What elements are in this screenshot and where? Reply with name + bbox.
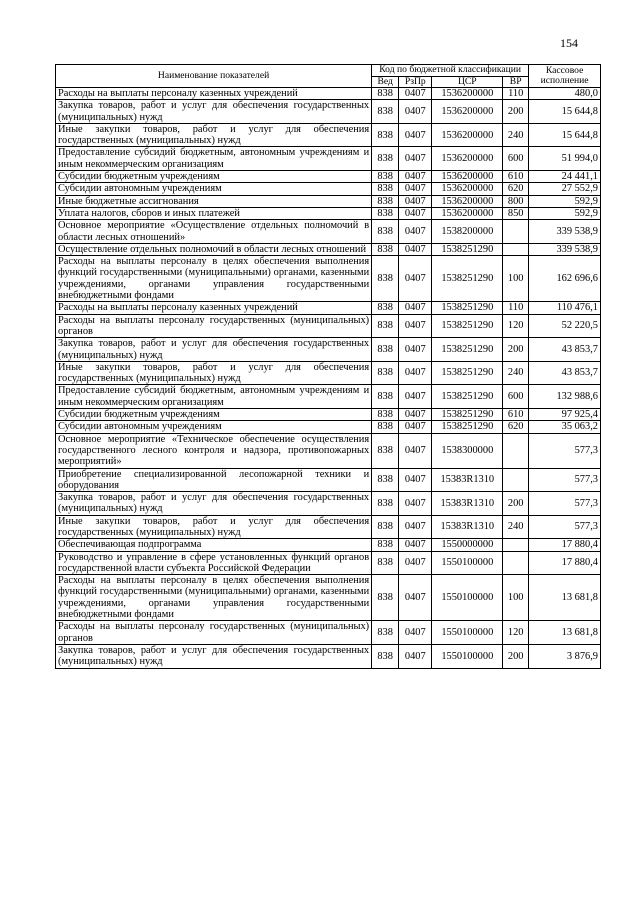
row-csr: 1536200000 bbox=[432, 195, 503, 207]
row-vr: 610 bbox=[503, 171, 529, 183]
row-name: Расходы на выплаты персоналу казенных учреждений bbox=[56, 88, 372, 100]
row-vr: 620 bbox=[503, 421, 529, 433]
row-sum: 52 220,5 bbox=[529, 314, 601, 338]
row-sum: 13 681,8 bbox=[529, 621, 601, 645]
row-sum: 15 644,8 bbox=[529, 100, 601, 124]
row-csr: 1550100000 bbox=[432, 551, 503, 575]
table-row bbox=[56, 171, 601, 183]
row-ved: 838 bbox=[372, 385, 399, 409]
row-vr: 110 bbox=[503, 88, 529, 100]
row-ved: 838 bbox=[372, 421, 399, 433]
row-sum: 24 441,1 bbox=[529, 171, 601, 183]
table-header-row bbox=[56, 65, 601, 77]
row-sum: 43 853,7 bbox=[529, 361, 601, 385]
row-name: Приобретение специализированной лесопожарной техники и оборудования bbox=[56, 468, 372, 492]
row-rzpr: 0407 bbox=[399, 183, 432, 195]
row-ved: 838 bbox=[372, 183, 399, 195]
row-ved: 838 bbox=[372, 468, 399, 492]
row-name: Субсидии бюджетным учреждениям bbox=[56, 171, 372, 183]
row-csr: 1536200000 bbox=[432, 183, 503, 195]
row-csr: 15383R1310 bbox=[432, 468, 503, 492]
row-csr: 1538200000 bbox=[432, 220, 503, 244]
row-vr: 120 bbox=[503, 621, 529, 645]
row-rzpr: 0407 bbox=[399, 421, 432, 433]
header-code-group: Код по бюджетной классификации bbox=[372, 65, 529, 77]
row-ved: 838 bbox=[372, 515, 399, 539]
row-csr: 1538251290 bbox=[432, 302, 503, 314]
row-ved: 838 bbox=[372, 433, 399, 468]
row-ved: 838 bbox=[372, 171, 399, 183]
row-sum: 162 696,6 bbox=[529, 256, 601, 302]
row-vr bbox=[503, 433, 529, 468]
row-sum: 577,3 bbox=[529, 433, 601, 468]
row-vr: 620 bbox=[503, 183, 529, 195]
row-ved: 838 bbox=[372, 551, 399, 575]
row-rzpr: 0407 bbox=[399, 621, 432, 645]
row-rzpr: 0407 bbox=[399, 361, 432, 385]
row-rzpr: 0407 bbox=[399, 433, 432, 468]
table-row bbox=[56, 88, 601, 100]
row-name: Закупка товаров, работ и услуг для обеспечения государственных (муниципальных) нужд bbox=[56, 338, 372, 362]
table-row bbox=[56, 183, 601, 195]
row-sum: 3 876,9 bbox=[529, 644, 601, 668]
row-vr bbox=[503, 551, 529, 575]
table-row bbox=[56, 421, 601, 433]
row-sum: 339 538,9 bbox=[529, 220, 601, 244]
row-name: Уплата налогов, сборов и иных платежей bbox=[56, 207, 372, 219]
page-number: 154 bbox=[560, 36, 578, 50]
row-csr: 1536200000 bbox=[432, 100, 503, 124]
table-row bbox=[56, 551, 601, 575]
header-rzpr: РзПр bbox=[399, 76, 432, 88]
header-name: Наименование показателей bbox=[56, 65, 372, 88]
row-vr: 200 bbox=[503, 338, 529, 362]
row-vr bbox=[503, 539, 529, 551]
row-sum: 592,9 bbox=[529, 207, 601, 219]
row-vr: 240 bbox=[503, 361, 529, 385]
table-row bbox=[56, 207, 601, 219]
row-vr: 800 bbox=[503, 195, 529, 207]
row-name: Иные закупки товаров, работ и услуг для обеспечения государственных (муниципальных) нужд bbox=[56, 123, 372, 147]
row-csr: 1538251290 bbox=[432, 361, 503, 385]
row-rzpr: 0407 bbox=[399, 220, 432, 244]
row-csr: 1538251290 bbox=[432, 256, 503, 302]
row-name: Предоставление субсидий бюджетным, автономным учреждениям и иным некоммерческим организациям bbox=[56, 147, 372, 171]
row-ved: 838 bbox=[372, 207, 399, 219]
row-name: Иные закупки товаров, работ и услуг для обеспечения государственных (муниципальных) нужд bbox=[56, 515, 372, 539]
table-row bbox=[56, 644, 601, 668]
row-csr: 1536200000 bbox=[432, 123, 503, 147]
row-csr: 1538251290 bbox=[432, 385, 503, 409]
row-sum: 17 880,4 bbox=[529, 551, 601, 575]
row-rzpr: 0407 bbox=[399, 492, 432, 516]
row-vr: 110 bbox=[503, 302, 529, 314]
table-row bbox=[56, 338, 601, 362]
row-sum: 13 681,8 bbox=[529, 575, 601, 621]
row-name: Расходы на выплаты персоналу казенных учреждений bbox=[56, 302, 372, 314]
row-rzpr: 0407 bbox=[399, 243, 432, 255]
row-rzpr: 0407 bbox=[399, 256, 432, 302]
row-name: Закупка товаров, работ и услуг для обеспечения государственных (муниципальных) нужд bbox=[56, 100, 372, 124]
row-sum: 17 880,4 bbox=[529, 539, 601, 551]
table-row bbox=[56, 515, 601, 539]
row-ved: 838 bbox=[372, 361, 399, 385]
row-rzpr: 0407 bbox=[399, 302, 432, 314]
table-row bbox=[56, 256, 601, 302]
row-csr: 1550100000 bbox=[432, 621, 503, 645]
table-row bbox=[56, 539, 601, 551]
row-sum: 97 925,4 bbox=[529, 409, 601, 421]
row-ved: 838 bbox=[372, 338, 399, 362]
row-rzpr: 0407 bbox=[399, 314, 432, 338]
row-vr: 100 bbox=[503, 575, 529, 621]
row-csr: 15383R1310 bbox=[432, 492, 503, 516]
row-ved: 838 bbox=[372, 147, 399, 171]
row-rzpr: 0407 bbox=[399, 195, 432, 207]
row-name: Расходы на выплаты персоналу государственных (муниципальных) органов bbox=[56, 314, 372, 338]
table-body bbox=[56, 88, 601, 669]
table-row bbox=[56, 468, 601, 492]
table-row bbox=[56, 100, 601, 124]
row-name: Закупка товаров, работ и услуг для обеспечения государственных (муниципальных) нужд bbox=[56, 644, 372, 668]
row-rzpr: 0407 bbox=[399, 409, 432, 421]
row-vr: 240 bbox=[503, 515, 529, 539]
row-rzpr: 0407 bbox=[399, 207, 432, 219]
table-row bbox=[56, 409, 601, 421]
row-ved: 838 bbox=[372, 302, 399, 314]
row-sum: 43 853,7 bbox=[529, 338, 601, 362]
row-name: Основное мероприятие «Осуществление отдельных полномочий в области лесных отношений» bbox=[56, 220, 372, 244]
table-row bbox=[56, 314, 601, 338]
row-ved: 838 bbox=[372, 314, 399, 338]
row-vr: 600 bbox=[503, 147, 529, 171]
row-csr: 1536200000 bbox=[432, 147, 503, 171]
row-csr: 1550100000 bbox=[432, 575, 503, 621]
row-sum: 339 538,9 bbox=[529, 243, 601, 255]
row-vr: 200 bbox=[503, 100, 529, 124]
row-sum: 577,3 bbox=[529, 515, 601, 539]
row-csr: 1538251290 bbox=[432, 409, 503, 421]
table-row bbox=[56, 575, 601, 621]
row-rzpr: 0407 bbox=[399, 575, 432, 621]
table-row bbox=[56, 621, 601, 645]
row-sum: 27 552,9 bbox=[529, 183, 601, 195]
row-name: Расходы на выплаты персоналу в целях обеспечения выполнения функций государственными (муниципальными) органами, казенными учреждениями, органами управления государственными внебюджетными фондами bbox=[56, 575, 372, 621]
row-ved: 838 bbox=[372, 220, 399, 244]
table-row bbox=[56, 385, 601, 409]
header-sum: Кассовое исполнение bbox=[529, 65, 601, 88]
table-row bbox=[56, 243, 601, 255]
row-name: Обеспечивающая подпрограмма bbox=[56, 539, 372, 551]
row-sum: 592,9 bbox=[529, 195, 601, 207]
row-ved: 838 bbox=[372, 123, 399, 147]
row-csr: 1536200000 bbox=[432, 207, 503, 219]
row-name: Субсидии бюджетным учреждениям bbox=[56, 409, 372, 421]
row-csr: 15383R1310 bbox=[432, 515, 503, 539]
row-csr: 1536200000 bbox=[432, 171, 503, 183]
row-sum: 110 476,1 bbox=[529, 302, 601, 314]
row-vr bbox=[503, 220, 529, 244]
row-csr: 1536200000 bbox=[432, 88, 503, 100]
row-ved: 838 bbox=[372, 575, 399, 621]
row-name: Закупка товаров, работ и услуг для обеспечения государственных (муниципальных) нужд bbox=[56, 492, 372, 516]
row-name: Осуществление отдельных полномочий в области лесных отношений bbox=[56, 243, 372, 255]
row-rzpr: 0407 bbox=[399, 338, 432, 362]
table-row bbox=[56, 195, 601, 207]
row-ved: 838 bbox=[372, 88, 399, 100]
row-rzpr: 0407 bbox=[399, 171, 432, 183]
row-ved: 838 bbox=[372, 256, 399, 302]
row-ved: 838 bbox=[372, 539, 399, 551]
row-rzpr: 0407 bbox=[399, 551, 432, 575]
row-vr: 240 bbox=[503, 123, 529, 147]
table-row bbox=[56, 220, 601, 244]
row-vr: 600 bbox=[503, 385, 529, 409]
row-csr: 1538251290 bbox=[432, 314, 503, 338]
row-vr: 610 bbox=[503, 409, 529, 421]
row-name: Иные закупки товаров, работ и услуг для обеспечения государственных (муниципальных) нужд bbox=[56, 361, 372, 385]
row-csr: 1538251290 bbox=[432, 338, 503, 362]
row-ved: 838 bbox=[372, 195, 399, 207]
row-csr: 1550000000 bbox=[432, 539, 503, 551]
header-ved: Вед bbox=[372, 76, 399, 88]
row-rzpr: 0407 bbox=[399, 644, 432, 668]
row-csr: 1550100000 bbox=[432, 644, 503, 668]
row-rzpr: 0407 bbox=[399, 123, 432, 147]
row-rzpr: 0407 bbox=[399, 100, 432, 124]
row-ved: 838 bbox=[372, 243, 399, 255]
budget-execution-table bbox=[55, 64, 601, 669]
row-name: Расходы на выплаты персоналу в целях обеспечения выполнения функций государственными (муниципальными) органами, казенными учреждениями, органами управления государственными внебюджетными фондами bbox=[56, 256, 372, 302]
table-row bbox=[56, 302, 601, 314]
header-csr: ЦСР bbox=[432, 76, 503, 88]
row-name: Руководство и управление в сфере установленных функций органов государственной власти субъекта Российской Федерации bbox=[56, 551, 372, 575]
row-csr: 1538300000 bbox=[432, 433, 503, 468]
row-ved: 838 bbox=[372, 492, 399, 516]
row-name: Основное мероприятие «Техническое обеспечение осуществления государственного лесного контроля и надзора, противопожарных мероприятий» bbox=[56, 433, 372, 468]
row-vr: 120 bbox=[503, 314, 529, 338]
table-row bbox=[56, 433, 601, 468]
row-rzpr: 0407 bbox=[399, 515, 432, 539]
row-ved: 838 bbox=[372, 621, 399, 645]
row-vr: 850 bbox=[503, 207, 529, 219]
row-sum: 577,3 bbox=[529, 468, 601, 492]
row-rzpr: 0407 bbox=[399, 539, 432, 551]
header-vr: ВР bbox=[503, 76, 529, 88]
row-csr: 1538251290 bbox=[432, 421, 503, 433]
row-name: Субсидии автономным учреждениям bbox=[56, 183, 372, 195]
row-vr bbox=[503, 243, 529, 255]
row-ved: 838 bbox=[372, 100, 399, 124]
row-name: Расходы на выплаты персоналу государственных (муниципальных) органов bbox=[56, 621, 372, 645]
row-sum: 480,0 bbox=[529, 88, 601, 100]
row-name: Предоставление субсидий бюджетным, автономным учреждениям и иным некоммерческим организациям bbox=[56, 385, 372, 409]
row-sum: 577,3 bbox=[529, 492, 601, 516]
row-name: Субсидии автономным учреждениям bbox=[56, 421, 372, 433]
row-rzpr: 0407 bbox=[399, 468, 432, 492]
row-sum: 15 644,8 bbox=[529, 123, 601, 147]
row-ved: 838 bbox=[372, 644, 399, 668]
row-rzpr: 0407 bbox=[399, 88, 432, 100]
row-csr: 1538251290 bbox=[432, 243, 503, 255]
row-sum: 51 994,0 bbox=[529, 147, 601, 171]
row-rzpr: 0407 bbox=[399, 147, 432, 171]
row-sum: 35 063,2 bbox=[529, 421, 601, 433]
row-vr: 200 bbox=[503, 492, 529, 516]
row-sum: 132 988,6 bbox=[529, 385, 601, 409]
table-row bbox=[56, 123, 601, 147]
row-vr: 100 bbox=[503, 256, 529, 302]
table-row bbox=[56, 492, 601, 516]
row-ved: 838 bbox=[372, 409, 399, 421]
row-vr bbox=[503, 468, 529, 492]
table-row bbox=[56, 147, 601, 171]
row-rzpr: 0407 bbox=[399, 385, 432, 409]
row-vr: 200 bbox=[503, 644, 529, 668]
table-row bbox=[56, 361, 601, 385]
row-name: Иные бюджетные ассигнования bbox=[56, 195, 372, 207]
